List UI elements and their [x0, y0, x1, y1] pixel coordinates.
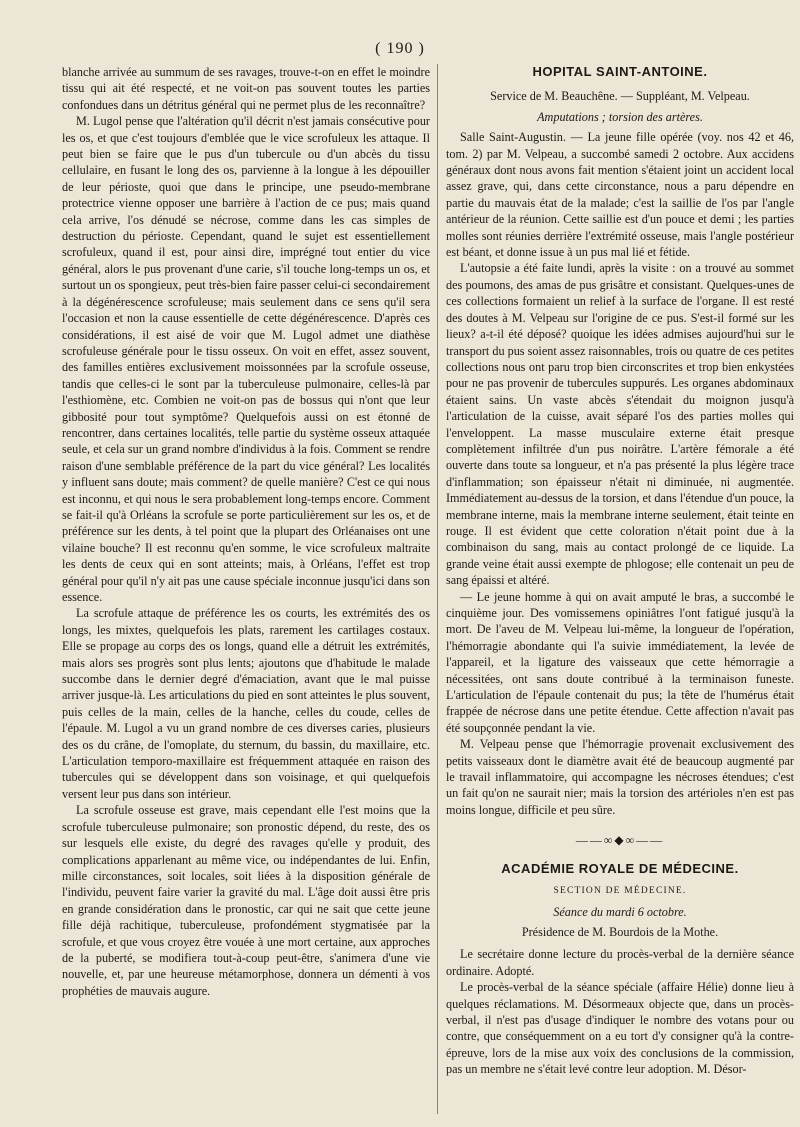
column-divider [437, 64, 438, 1114]
section-label: SECTION DE MÉDECINE. [553, 886, 687, 897]
section-ornament: ——∞◆∞—— [575, 833, 665, 848]
page-number: ( 190 ) [375, 40, 425, 57]
left-column [62, 64, 430, 999]
paragraph: M. Velpeau pense que l'hémorragie provenait exclusivement des petits vaisseaux dont le diamètre avait été de beaucoup augmenté par le travail inflammatoire, qui accompagne les nécroses étendues; c'est un fait qu'on ne saurait nier; mais la torsion des artérioles n'en est pas moins longue, difficile et peu sûre. [446, 737, 794, 817]
paragraph: La scrofule osseuse est grave, mais cependant elle l'est moins que la scrofule tuberculeuse pulmonaire; son pronostic dépend, du reste, des os sur lesquels elle existe, du degré des ravages qu'elle y produit, des complications apparlenant au même vice, ou indépendantes de lui. Enfin, mille circonstances, soit locales, soit liées à la disposition générale de l'individu, peuvent faire varier la gravité du mal. L'âge doit aussi être pris en grande considération dans le pronostic, car qui ne sait que cette jeune fille déjà rachitique, tuberculeuse, profondément stygmatisée par la scrofule, et que vous croyez être vouée à une mort certaine, aux approches de la puberté, se modifiera tout-à-coup peut-être, s'animera d'une vie nouvelle, et, par une heureuse métamorphose, donnera un démenti à vos prophéties de mauvais augure. [62, 803, 430, 998]
paragraph: — Le jeune homme à qui on avait amputé le bras, a succombé le cinquième jour. Des vomissemens opiniâtres l'ont fatigué jusqu'à la mort. De l'aveu de M. Velpeau lui-même, la longueur de l'opération, l'hémorragie abondante qui l'a suivie immédiatement, la levée de l'appareil, et la ligature des vaisseaux que cette hémorragie a nécessitées, ont sans doute contribué à la terminaison funeste. L'articulation de l'épaule contenait du pus; la tête de l'humérus était frappée de nécrose dans une petite étendue. Cette affection n'avait pas été soupçonnée pendant la vie. [446, 589, 794, 735]
presidence-line: Présidence de M. Bourdois de la Mothe. [521, 924, 719, 939]
seance-line: Séance du mardi 6 octobre. [553, 904, 687, 919]
hospital-title: HOPITAL SAINT-ANTOINE. [532, 64, 708, 79]
paragraph: Le procès-verbal de la séance spéciale (affaire Hélie) donne lieu à quelques réclamations. M. Désormeaux objecte que, dans un procès-verbal, il n'est pas d'usage d'indiquer le nombre des votans pour ou contre, que conséquemment on a eu tort d'y consigner qu'à la contre-épreuve, lors de la mise aux voix des conclusions de la commission, pas un membre ne s'était levé contre leur adoption. M. Désor- [446, 980, 794, 1077]
paragraph: M. Lugol pense que l'altération qu'il décrit n'est jamais consécutive pour les os, et que c'est toujours d'emblée que le vice scrofuleux les attaque. Il peut bien se faire que le pus d'un tubercule ou d'un abcès du tissu cellulaire, en fusant le long des os, parvienne à la longue à les dépouiller de leur périoste, quoi que dans le principe, une pseudo-membrane protectrice vienne opposer une barrière à l'action de ce pus; mais quand cela arrive, l'os dénudé se nécrose, comme dans les cas simples de destruction du périoste. Cependant, quand le sujet est essentiellement scrofuleux, quand il est, pour ainsi dire, imprégné tout entier du vice général, alors le pus provenant d'une carie, s'il touche long-temps un os, et surtout un os spongieux, peut très-bien faire passer celui-ci secondairement à la dégénérescence scrofuleuse; mais seulement dans ce sens qu'il sera l'occasion et non la cause essentielle de cette dégénérescence. D'après ces considérations, il est aisé de voir que M. Lugol admet une diathèse scrofuleuse générale pour le tissu osseux. On voit en effet, assez souvent, des familles entières exclusivement moissonnées par la scrofule osseuse, tandis que celles-ci le sont par la tuberculeuse pulmonaire, celles-là par l'esthiomène, etc. Combien ne voit-on pas de bossus qui n'ont que leur gibbosité pour tout symptôme? Quelquefois aussi on est étonné de rencontrer, dans certaines localités, telle partie du système osseux attaquée seule, et cela sur un grand nombre d'individus à la fois. Comment se rendre raison d'une semblable préférence de la part du vice général? Les localités y influent sans doute; mais comment? de quelle manière? C'est ce qui nous est inconnu, et qui nous le sera probablement long-temps encore. Comment se fait-il qu'à Orléans la scrofule se porte particulièrement sur les os, et de préférence sur les dents, à tel point que la plupart des Orléanaises ont une vilaine bouche? Il est reconnu qu'en somme, le vice scrofuleux maltraite les dents de ceux qui en sont atteints; mais, à Orléans, l'effet est trop général pour qu'il n'y ait pas une cause spéciale inconnue jusqu'ici dans son essence. [62, 114, 430, 604]
paragraph: La scrofule attaque de préférence les os courts, les extrémités des os longs, les mixtes, quelquefois les plats, rarement les cartilages costaux. Elle se propage au corps des os longs, quand elle a détruit les extrémités, mais alors ses progrès sont plus lents; ajoutons que d'habitude le malade succombe dans le dernier degré d'émaciation, avant que le mal puisse arriver jusque-là. Les articulations du pied en sont atteintes le plus souvent, puis celles de la main, celles de la hanche, celles du coude, celles de l'épaule. M. Lugol a vu un grand nombre de ces diverses caries, plusieurs des os du crâne, de l'omoplate, du sternum, du bassin, du maxillaire, etc. L'articulation temporo-maxillaire est fréquemment attaquée en raison des tubercules qui se développent dans son voisinage, et qui quelquefois versent leur pus dans son intérieur. [62, 606, 430, 801]
paragraph: Le secrétaire donne lecture du procès-verbal de la dernière séance ordinaire. Adopté. [446, 947, 794, 978]
right-column [446, 64, 794, 1078]
paragraph: L'autopsie a été faite lundi, après la visite : on a trouvé au sommet des poumons, des amas de pus grisâtre et consistant. Quelques-unes de ces collections formaient un relief à la surface de l'organe. Il est resté des doutes à M. Velpeau sur l'origine de ce pus. S'est-il formé sur les lieux? a-t-il été déposé? quoique les idées admises aujourd'hui sur le transport du pus soient assez raisonnables, trois ou quatre de ces petites collections nous ont paru trop bien circonscrites et trop bien enkystées pour ne pas provenir de tubercules suppurés. Les organes abdominaux étaient sains. Un vaste abcès s'étendait du moignon jusqu'à l'articulation de la cuisse, avait séparé l'os des parties molles qui l'enveloppent. La masse musculaire externe était presque complètement infiltrée d'un pus noirâtre. L'artère fémorale a été ouverte dans toute sa longueur, et n'a pas présenté la plus légère trace d'inflammation; son épaisseur n'était ni diminuée, ni augmentée. Immédiatement au-dessus de la torsion, et dans l'étendue d'un pouce, la membrane interne, mais la membrane interne seulement, était teinte en rouge. Il est évident que cette coloration n'était point due à la combinaison du sang, mais au contact prolongé de ce liquide. La grande veine était aussi exempte de phlogose; elle contenait un peu de sang épaissi et altéré. [446, 261, 794, 588]
paragraph: blanche arrivée au summum de ses ravages, trouve-t-on en effet le moindre tissu qui ait été respecté, et ne voit-on pas souvent toutes les parties confondues dans un détritus général qui ne permet plus de les reconnaître? [62, 65, 430, 112]
paragraph: Salle Saint-Augustin. — La jeune fille opérée (voy. nos 42 et 46, tom. 2) par M. Velpeau, a succombé samedi 2 octobre. Aux accidens généraux dont nous avons fait mention s'étaient joint un accident local assez grave, qui, dans cette circonstance, nous a paru dépendre en partie du mauvais état de la malade; c'est la saillie de l'os par l'angle antérieur de la réunion. Cette saillie est d'un pouce et demi ; les parties molles sont réunies derrière l'extrémité osseuse, mais l'angle postérieur est béant, et donne issue à un pus mal lié et fétide. [446, 130, 794, 260]
article-subheading: Amputations ; torsion des artères. [537, 109, 703, 124]
academie-title: ACADÉMIE ROYALE DE MÉDECINE. [501, 860, 739, 876]
service-line: Service de M. Beauchêne. — Suppléant, M. Velpeau. [490, 89, 750, 104]
